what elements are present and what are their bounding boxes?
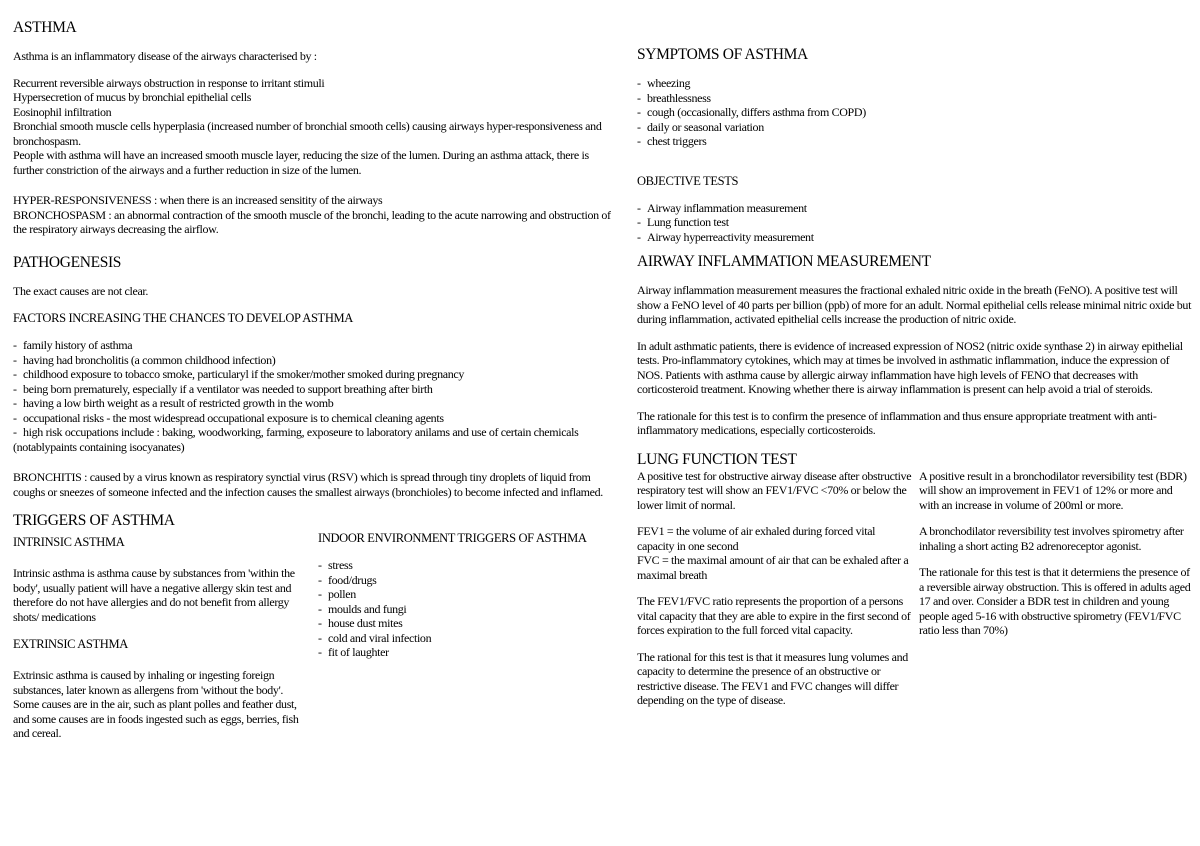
factors-list — [13, 338, 613, 454]
characteristic-item: Eosinophil infiltration — [13, 104, 112, 119]
list-item: - Airway hyperreactivity measurement — [637, 230, 1192, 245]
list-item: - cough (occasionally, differs asthma from COPD) — [637, 105, 1192, 120]
symptoms-list — [637, 76, 1192, 149]
list-item: - being born prematurely, especially if a ventilator was needed to support breathing after birth — [13, 382, 613, 397]
list-item: - breathlessness — [637, 91, 1192, 106]
objective-tests-title: OBJECTIVE TESTS — [637, 173, 739, 188]
list-item: - stress — [318, 558, 618, 573]
lung-function-text: A positive test for obstructive airway disease after obstructive respiratory test will show an FEV1/FVC <70% or below the lower limit of normal. — [637, 468, 912, 512]
characteristic-item: People with asthma will have an increased smooth muscle layer, reducing the size of the lumen. During an asthma attack, there is further constriction of the airways and a further reduction in size of the lumen. — [13, 148, 589, 177]
characteristic-item: Bronchial smooth muscle cells hyperplasia (increased number of bronchial smooth cells) causing airways hyper-responsiveness and bronchospasm. — [13, 119, 602, 148]
list-item: - moulds and fungi — [318, 602, 618, 617]
extrinsic-title: EXTRINSIC ASTHMA — [13, 637, 128, 651]
indoor-triggers-list — [318, 558, 618, 660]
intrinsic-title: INTRINSIC ASTHMA — [13, 535, 125, 549]
bronchospasm-definition: BRONCHOSPASM : an abnormal contraction of the smooth muscle of the bronchi, leading to the acute narrowing and obstruction of the respiratory airways decreasing the airflow. — [13, 207, 611, 236]
lung-function-text: The rational for this test is that it measures lung volumes and capacity to determine the presence of an obstructive or restrictive disease. The FEV1 and FVC changes will differ depending on the type of disease. — [637, 649, 908, 707]
extrinsic-text: Extrinsic asthma is caused by inhaling or ingesting foreign substances, later known as allergens from 'without the body'. — [13, 668, 284, 697]
lung-function-right — [919, 469, 1191, 638]
list-item: - having had broncholitis (a common childhood infection) — [13, 353, 613, 368]
indoor-triggers — [318, 530, 618, 660]
symptoms-title: SYMPTOMS OF ASTHMA — [637, 46, 808, 63]
list-item: - high risk occupations include : baking, woodworking, farming, exposeure to laboratory anilams and use of certain chemicals (notablypaints containing isocyanates) — [13, 425, 613, 454]
list-item: - childhood exposure to tobacco smoke, particularyl if the smoker/mother smoked during pregnancy — [13, 367, 613, 382]
list-item: - wheezing — [637, 76, 1192, 91]
asthma-title: ASTHMA — [13, 19, 77, 36]
indoor-triggers-title: INDOOR ENVIRONMENT TRIGGERS OF ASTHMA — [318, 531, 587, 545]
list-item: - cold and viral infection — [318, 631, 618, 646]
bdr-text: A positive result in a bronchodilator reversibility test (BDR) will show an improvement in FEV1 of 12% or more and with an increase in volume of 200ml or more. — [919, 468, 1187, 512]
asthma-characteristics — [13, 76, 613, 178]
list-item: - fit of laughter — [318, 645, 618, 660]
list-item: - pollen — [318, 587, 618, 602]
characteristic-item: Hypersecretion of mucus by bronchial epithelial cells — [13, 90, 252, 104]
list-item: - food/drugs — [318, 573, 618, 588]
pathogenesis-text: The exact causes are not clear. — [13, 283, 149, 298]
list-item: - occupational risks - the most widespread occupational exposure is to chemical cleaning agents — [13, 411, 613, 426]
intrinsic-text: Intrinsic asthma is asthma cause by substances from 'within the body', usually patient will have a negative allergy skin test and therefore do not have allergies and do not benefit from allergy shots/ medications — [13, 566, 295, 624]
fvc-definition: FVC = the maximal amount of air that can be exhaled after a maximal breath — [637, 553, 909, 582]
right-column — [637, 45, 1192, 707]
list-item: - Airway inflammation measurement — [637, 201, 1192, 216]
list-item: - house dust mites — [318, 616, 618, 631]
list-item: - family history of asthma — [13, 338, 613, 353]
characteristic-item: Recurrent reversible airways obstruction in response to irritant stimuli — [13, 75, 325, 90]
asthma-intro: Asthma is an inflammatory disease of the airways characterised by : — [13, 49, 317, 63]
asthma-types — [13, 530, 303, 741]
list-item: - chest triggers — [637, 134, 1192, 149]
list-item: - daily or seasonal variation — [637, 120, 1192, 135]
airway-inflammation-p3: The rationale for this test is to confirm the presence of inflammation and thus ensure appropriate treatment with anti-inflammatory medications, especially corticosteroids. — [637, 408, 1157, 437]
objective-tests-list — [637, 201, 1192, 245]
bronchitis-definition: BRONCHITIS : caused by a virus known as respiratory synctial virus (RSV) which is spread through tiny droplets of liquid from coughs or sneezes of someone infected and the infection causes the smallest airways (bronchioles) to become infected and inflamed. — [13, 470, 603, 499]
fev1-definition: FEV1 = the volume of air exhaled during forced vital capacity in one second — [637, 524, 876, 553]
factors-title: FACTORS INCREASING THE CHANCES TO DEVELOP ASTHMA — [13, 311, 353, 325]
triggers-title: TRIGGERS OF ASTHMA — [13, 512, 175, 529]
lung-function-left — [637, 469, 912, 708]
left-column — [13, 18, 613, 740]
airway-inflammation-title: AIRWAY INFLAMMATION MEASUREMENT — [637, 253, 931, 270]
hyper-responsiveness-definition: HYPER-RESPONSIVENESS : when there is an increased sensitity of the airways — [13, 193, 383, 207]
airway-inflammation-p1: Airway inflammation measurement measures the fractional exhaled nitric oxide in the breath (FeNO). A positive test will show a FeNO level of 40 parts per billion (ppb) of more for an adult. Normal epithelial cells release minimal nitric oxide but during inflammation, activated epithelial cells increase the production of nitric oxide. — [637, 283, 1192, 326]
airway-inflammation-p2: In adult asthmatic patients, there is evidence of increased expression of NOS2 (nitric oxide synthase 2) in airway epithelial tests. Pro-inflammatory cytokines, which may at times be involved in asthmatic inflammation, induce the expression of NOS. Patients with asthma cause by allergic airway inflammation have high levels of FENO that decreases with corticosteroid treatment. Knowing whether there is airway inflammation is present can help avoid a trial of steroids. — [637, 338, 1183, 396]
pathogenesis-title: PATHOGENESIS — [13, 253, 122, 271]
list-item: - having a low birth weight as a result of restricted growth in the womb — [13, 396, 613, 411]
bdr-text: A bronchodilator reversibility test involves spirometry after inhaling a short acting B2 adrenoreceptor agonist. — [919, 524, 1184, 553]
list-item: - Lung function test — [637, 215, 1192, 230]
extrinsic-text: Some causes are in the air, such as plant polles and feather dust, and some causes are in foods ingested such as eggs, berries, fish and cereal. — [13, 697, 299, 740]
bdr-text: The rationale for this test is that it determiens the presence of a reversible airway obstruction. This is offered in adults aged 17 and over. Consider a BDR test in children and young people aged 5-16 with obstructive spirometry (FEV1/FVC ratio less than 70%) — [919, 565, 1191, 637]
lung-function-text: The FEV1/FVC ratio represents the proportion of a persons vital capacity that they are able to expire in the first second of forces expiration to the full forced vital capacity. — [637, 594, 911, 637]
lung-function-title: LUNG FUNCTION TEST — [637, 450, 797, 468]
